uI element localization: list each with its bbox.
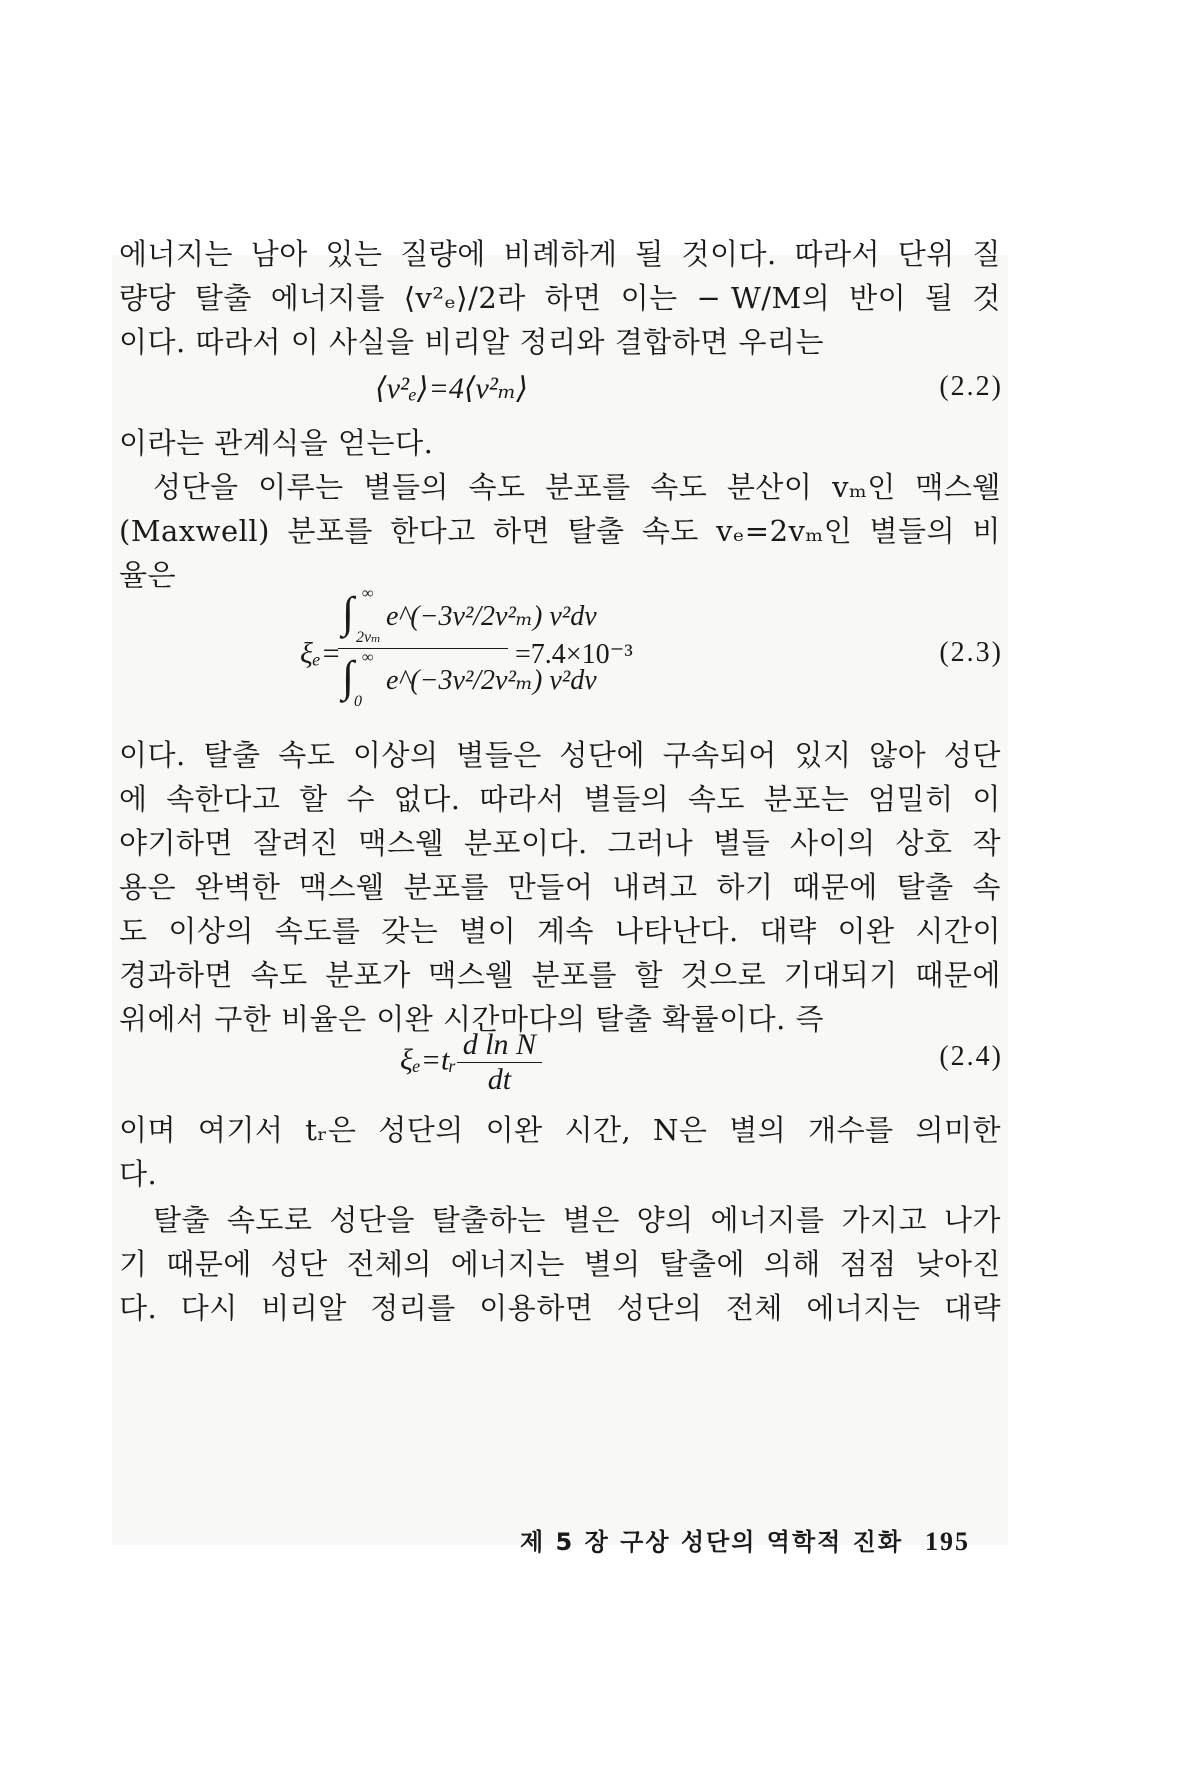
paragraph5-line1 xyxy=(119,1200,1001,1240)
word: 성단 xyxy=(943,738,1001,772)
eq24-lhs: ξₑ=tᵣ xyxy=(400,1043,457,1077)
word: 이상의 xyxy=(352,738,439,772)
word: 나타난다. xyxy=(614,914,739,948)
paragraph1-line3: 이다. 따라서 이 사실을 비리알 정리와 결합하면 우리는 xyxy=(119,325,825,359)
word: 기대되기 xyxy=(783,958,898,992)
word: 내려고 xyxy=(612,870,698,904)
word: 이 xyxy=(972,782,1001,816)
word: 맥스웰 xyxy=(299,870,385,904)
word: 의미한 xyxy=(915,1113,1001,1147)
word: 엄밀히 xyxy=(868,782,954,816)
paragraph1-line2 xyxy=(119,278,1001,318)
word: 야기하면 xyxy=(119,826,234,860)
word: 사이의 xyxy=(790,826,876,860)
word: 탈출 xyxy=(896,870,954,904)
num-upper-limit: ∞ xyxy=(362,585,374,602)
equation-2-4 xyxy=(400,1028,542,1097)
word: 수 xyxy=(346,782,375,816)
paragraph2-line2 xyxy=(119,511,1001,551)
word: 에너지를 xyxy=(270,281,385,315)
word: 것이다. xyxy=(681,237,777,271)
num-integrand: e^(−3v²/2v²ₘ) v²dv xyxy=(386,601,597,632)
word: 이루는 xyxy=(258,470,344,504)
word: 도 xyxy=(119,914,148,948)
word: 하기 xyxy=(716,870,774,904)
word: (Maxwell) xyxy=(119,514,271,548)
word: 분포이다. xyxy=(463,826,588,860)
word: 탈출 xyxy=(153,1203,211,1237)
word: 에 xyxy=(119,782,148,816)
word: 용은 xyxy=(119,870,177,904)
den-upper-limit: ∞ xyxy=(362,649,374,666)
word: 맥스웰 xyxy=(358,826,444,860)
word: 질량에 xyxy=(400,237,486,271)
word: 구속되어 xyxy=(662,738,777,772)
word: 완벽한 xyxy=(194,870,281,904)
word: 성단에 xyxy=(559,738,645,772)
paragraph5-line3 xyxy=(119,1288,1001,1328)
chapter-title: 제 5 장 구상 성단의 역학적 진화 xyxy=(520,1528,904,1556)
word: 경과하면 xyxy=(119,958,234,992)
word: 있는 xyxy=(325,237,383,271)
word: 나가 xyxy=(943,1203,1001,1237)
word: 량당 xyxy=(119,281,177,315)
word: 성단을 xyxy=(153,470,239,504)
word: 탈출에 xyxy=(659,1247,745,1281)
word: 가지고 xyxy=(841,1203,927,1237)
paragraph5-line2 xyxy=(119,1244,1001,1284)
word: 별이 xyxy=(459,914,517,948)
word: 다시 xyxy=(180,1291,238,1325)
word: 별들은 xyxy=(456,738,542,772)
word: 비 xyxy=(972,514,1001,548)
word: 단위 xyxy=(897,237,955,271)
word: 이며 xyxy=(119,1113,177,1147)
word: 양의 xyxy=(636,1203,694,1237)
eq24-denominator: dt xyxy=(487,1063,512,1096)
word: 속도 xyxy=(468,470,526,504)
word: 개수를 xyxy=(808,1113,894,1147)
word: 할 xyxy=(299,782,328,816)
word: 성단의 xyxy=(616,1291,703,1325)
page-number: 195 xyxy=(925,1527,971,1556)
word: 따라서 xyxy=(479,782,565,816)
word: 다. xyxy=(119,1291,158,1325)
equation-2-2: ⟨v²ₑ⟩=4⟨v²ₘ⟩ xyxy=(375,372,528,405)
word: 때문에 xyxy=(915,958,1001,992)
equation-number-2-3: (2.3) xyxy=(939,637,1003,668)
word: 남아 xyxy=(250,237,308,271)
word: 분포를 xyxy=(287,514,373,548)
word: 이완 xyxy=(485,1113,543,1147)
word: 않아 xyxy=(869,738,927,772)
word: 낮아진 xyxy=(915,1247,1001,1281)
paragraph3-line3 xyxy=(119,823,1001,863)
paragraph3-line5 xyxy=(119,911,1001,951)
word: 별의 xyxy=(583,1247,641,1281)
word: 탈출하는 xyxy=(431,1203,546,1237)
equation-number-2-2: (2.2) xyxy=(939,371,1003,402)
word: ⟨v²ₑ⟩/2라 xyxy=(403,281,526,315)
word: 대략 xyxy=(759,914,817,948)
word: 한다고 xyxy=(390,514,476,548)
word: 속도 xyxy=(278,738,336,772)
word: vₑ=2vₘ인 xyxy=(716,514,853,548)
word: 속도로 xyxy=(226,1203,313,1237)
eq23-rhs: =7.4×10⁻³ xyxy=(515,639,633,670)
word: 만들어 xyxy=(507,870,594,904)
word: 이는 xyxy=(620,281,678,315)
word: 정리를 xyxy=(370,1291,456,1325)
word: 속 xyxy=(972,870,1001,904)
word: 대략 xyxy=(943,1291,1001,1325)
eq24-fraction xyxy=(457,1028,542,1097)
word: 잘려진 xyxy=(252,826,339,860)
word: 에너지는 xyxy=(119,237,234,271)
word: 비리알 xyxy=(261,1291,347,1325)
word: 이용하면 xyxy=(479,1291,594,1325)
equation-number-2-4: (2.4) xyxy=(939,1041,1003,1072)
word: 갖는 xyxy=(381,914,439,948)
word: N은 xyxy=(653,1113,708,1147)
integral-sign-denominator: ∫ xyxy=(342,652,355,701)
word: 속도 xyxy=(687,782,745,816)
word: 속도 xyxy=(250,958,308,992)
word: 때문에 xyxy=(792,870,878,904)
word: 작 xyxy=(972,826,1001,860)
word: 성단 xyxy=(270,1247,328,1281)
word: 때문에 xyxy=(166,1247,252,1281)
word: 성단을 xyxy=(329,1203,415,1237)
word: 맥스웰 xyxy=(428,958,514,992)
word: 이다. xyxy=(119,738,186,772)
word: 분포를 xyxy=(403,870,490,904)
word: 탈출 xyxy=(203,738,261,772)
word: 분포를 xyxy=(545,470,631,504)
word: 계속 xyxy=(537,914,595,948)
word: vₘ인 xyxy=(832,470,896,504)
word: 이완 xyxy=(837,914,895,948)
paragraph4-line1 xyxy=(119,1110,1001,1150)
word: 따라서 xyxy=(794,237,880,271)
word: 속도를 xyxy=(274,914,361,948)
eq23-lhs: ξₑ= xyxy=(300,637,341,670)
word: 될 xyxy=(635,237,664,271)
word: 속도 xyxy=(641,514,699,548)
paragraph3-line1 xyxy=(119,735,1001,775)
paragraph3-line4 xyxy=(119,867,1001,907)
word: 그러나 xyxy=(607,826,694,860)
word: 전체의 xyxy=(346,1247,432,1281)
word: 별은 xyxy=(562,1203,620,1237)
word: 탈출 xyxy=(567,514,625,548)
word: 속한다고 xyxy=(166,782,281,816)
word: 별들의 xyxy=(583,782,670,816)
word: 에너지는 xyxy=(450,1247,565,1281)
den-lower-limit: 0 xyxy=(354,693,362,710)
word: 될 xyxy=(925,281,954,315)
word: 하면 xyxy=(544,281,602,315)
num-lower-limit: 2vₘ xyxy=(356,629,381,646)
paragraph4-line2: 다. xyxy=(119,1157,158,1191)
word: 질 xyxy=(972,237,1001,271)
paragraph3-line7: 위에서 구한 비율은 이완 시간마다의 탈출 확률이다. 즉 xyxy=(119,1002,825,1036)
word: 할 xyxy=(634,958,664,992)
word: tᵣ은 xyxy=(305,1113,357,1147)
den-integrand: e^(−3v²/2v²ₘ) v²dv xyxy=(386,665,597,696)
word: 분포는 xyxy=(763,782,850,816)
word: 에너지를 xyxy=(710,1203,825,1237)
word: 점점 xyxy=(839,1247,897,1281)
word: 것으로 xyxy=(680,958,767,992)
word: 반이 xyxy=(849,281,907,315)
word: 없다. xyxy=(393,782,461,816)
word: 시간, xyxy=(564,1113,632,1147)
word: 분포가 xyxy=(325,958,411,992)
eq24-numerator: d ln N xyxy=(457,1028,542,1063)
word: 성단의 xyxy=(378,1113,464,1147)
paragraph3-line6 xyxy=(119,955,1001,995)
word: 하면 xyxy=(493,514,551,548)
word: 에너지는 xyxy=(806,1291,921,1325)
word: 전체 xyxy=(725,1291,783,1325)
word: 별들 xyxy=(713,826,771,860)
paragraph2-line1 xyxy=(119,467,1001,507)
word: 있지 xyxy=(794,738,852,772)
word: 별들의 xyxy=(363,470,449,504)
word: 탈출 xyxy=(194,281,252,315)
page-footer xyxy=(520,1522,970,1557)
word: 것 xyxy=(972,281,1001,315)
word: 의해 xyxy=(763,1247,821,1281)
word: 비례하게 xyxy=(503,237,618,271)
word: − W/M의 xyxy=(696,281,831,315)
word: 맥스웰 xyxy=(915,470,1001,504)
after-equation-2-2: 이라는 관계식을 얻는다. xyxy=(119,426,434,460)
paragraph1-line1 xyxy=(119,234,1001,274)
word: 분포를 xyxy=(531,958,617,992)
word: 별들의 xyxy=(869,514,956,548)
equation-2-3 xyxy=(300,585,840,715)
word: 여기서 xyxy=(197,1113,284,1147)
integral-sign-numerator: ∫ xyxy=(342,588,355,637)
word: 별의 xyxy=(729,1113,787,1147)
word: 이상의 xyxy=(168,914,254,948)
paragraph2-line3: 율은 xyxy=(119,558,177,592)
paragraph3-line2 xyxy=(119,779,1001,819)
word: 상호 xyxy=(895,826,953,860)
word: 분산이 xyxy=(726,470,813,504)
word: 시간이 xyxy=(915,914,1001,948)
word: 기 xyxy=(119,1247,148,1281)
word: 속도 xyxy=(650,470,708,504)
